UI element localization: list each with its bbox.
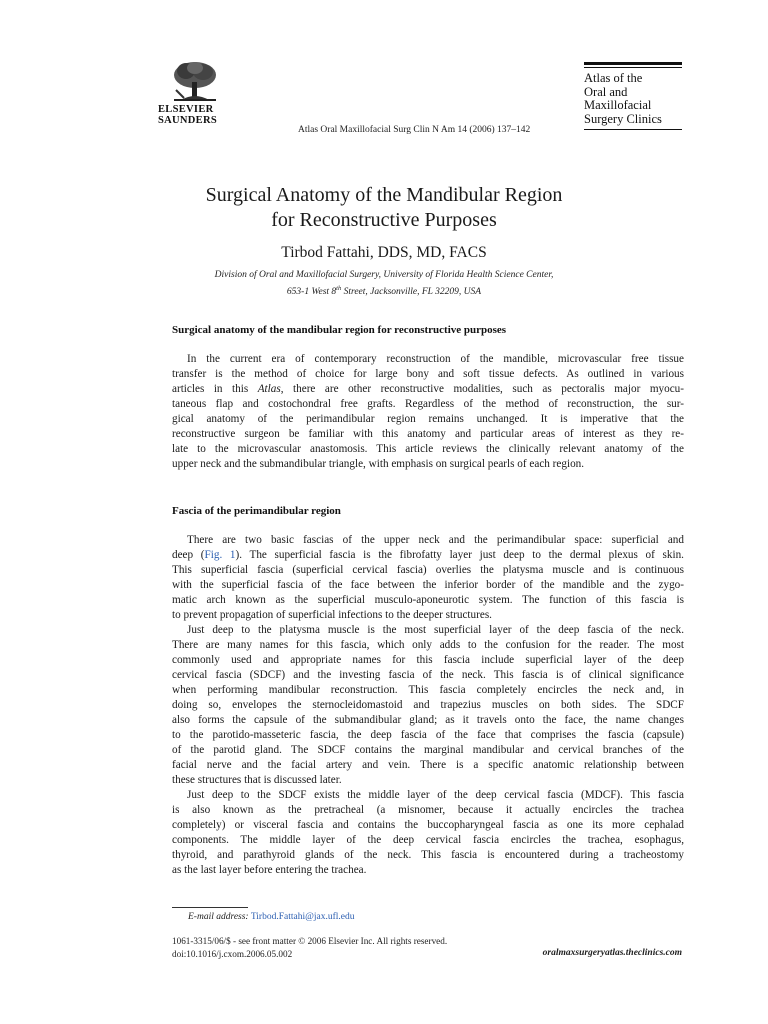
elsevier-tree-icon (172, 60, 218, 102)
text-line: articles in this Atlas, there are other reconstructive modalities, such as pectoralis major myocu- (172, 383, 684, 395)
text-line: is also known as the pretracheal (a misnomer, because it actually encircles the trachea (172, 804, 684, 816)
text-line: This superficial fascia (superficial cervical fascia) overlies the platysma muscle and is continuous (172, 564, 684, 576)
journal-title-box (584, 62, 682, 130)
text-line: thyroid, and parathyroid glands of the neck. This fascia is encountered during a tracheostomy (172, 849, 684, 861)
copyright-line: 1061-3315/06/$ - see front matter © 2006 Elsevier Inc. All rights reserved. (172, 936, 448, 946)
publisher-logo (158, 60, 232, 126)
journal-title-line: Oral and (584, 84, 628, 99)
text-line: to prevent propagation of superficial infections to the deeper structures. (172, 609, 492, 621)
text-line: cervical fascia (SDCF) and the investing fascia of the neck. This fascia is of clinical significance (172, 669, 684, 681)
text-line: facial nerve and the facial artery and vein. There is a specific anatomic relationship between (172, 759, 684, 771)
text-line: commonly used and appropriate names for this fascia include superficial layer of the deep (172, 654, 684, 666)
journal-citation: Atlas Oral Maxillofacial Surg Clin N Am 14 (2006) 137–142 (298, 125, 531, 135)
author-email-footnote (188, 912, 354, 922)
text-line: There are two basic fascias of the upper neck and the perimandibular space: superficial and (187, 534, 684, 546)
text-line: with the superficial fascia of the face between the inferior border of the mandible and the zygo- (172, 579, 684, 591)
publisher-imprint: SAUNDERS (158, 115, 217, 126)
text-line: gical anatomy of the perimandibular region remains unchanged. It is imperative that the (172, 413, 684, 425)
affiliation-line: 653-1 West 8th Street, Jacksonville, FL 32209, USA (286, 285, 482, 298)
journal-title-line: Surgery Clinics (584, 111, 662, 126)
text-line: Just deep to the platysma muscle is the most superficial layer of the deep fascia of the neck. (187, 624, 684, 636)
text-line: deep (Fig. 1). The superficial fascia is the fibrofatty layer just deep to the dermal plexus of skin. (172, 549, 684, 561)
text-line: There are many names for this fascia, which only adds to the confusion for the reader. The most (172, 639, 684, 651)
text-line: as the last layer before entering the trachea. (172, 864, 367, 876)
text-line: also forms the capsule of the submandibular gland; as it travels onto the face, the name changes (172, 714, 684, 726)
section-heading: Surgical anatomy of the mandibular region for reconstructive purposes (172, 324, 507, 336)
journal-title-line: Atlas of the (584, 71, 643, 85)
journal-website[interactable]: oralmaxsurgeryatlas.theclinics.com (542, 948, 682, 958)
text-line: In the current era of contemporary reconstruction of the mandible, microvascular free tissue (187, 353, 684, 365)
text-line: reconstructive surgeon be familiar with this anatomy and particular areas of interest as they re- (172, 428, 684, 440)
text-line: transfer is the method of choice for large bony and soft tissue defects. As outlined in various (172, 368, 684, 380)
paragraph (172, 533, 684, 623)
email-link[interactable]: Tirbod.Fattahi@jax.ufl.edu (250, 912, 355, 922)
section-heading: Fascia of the perimandibular region (172, 505, 341, 517)
divider (584, 129, 682, 130)
text-line: completely) or visceral fascia and contains the buccopharyngeal fascia as one its more cephalad (172, 819, 684, 831)
author-name: Tirbod Fattahi, DDS, MD, FACS (281, 244, 487, 261)
figure-link[interactable]: Fig. 1 (204, 549, 236, 561)
text-line: to the parotido-masseteric fascia, the deep fascia of the face that comprises the fascia (capsule) (172, 729, 684, 741)
text-line: late to the microvascular anastomosis. This article reviews the clinically relevant anatomy of the (172, 443, 684, 455)
affiliation-line: Division of Oral and Maxillofacial Surgery, University of Florida Health Science Center, (214, 270, 554, 280)
paragraph (172, 788, 684, 878)
publisher-name: ELSEVIER (158, 104, 214, 115)
text-line: of the parotid gland. The SDCF contains the marginal mandibular and cervical branches of the (172, 744, 684, 756)
text-line: components. The middle layer of the deep cervical fascia encircles the trachea, esophagus, (172, 834, 684, 846)
text-line: these structures that is discussed later. (172, 774, 342, 786)
text-line: upper neck and the submandibular triangle, with emphasis on surgical pearls of each region. (172, 458, 585, 470)
article-title (0, 183, 768, 233)
email-label: E-mail address: (188, 912, 249, 922)
copyright-block (172, 935, 447, 961)
text-line: doing so, envelopes the sternocleidomastoid and trapezius muscles on both sides. The SDCF (172, 699, 684, 711)
text-line: matic arch known as the superficial musculo-aponeurotic system. The function of this fascia is (172, 594, 684, 606)
footnote-divider (172, 907, 248, 908)
paragraph (172, 623, 684, 788)
journal-name-italic: Atlas (257, 383, 281, 395)
article-title-line: for Reconstructive Purposes (271, 209, 497, 231)
text-line: when performing mandibular reconstruction. This fascia completely encircles the neck and, in (172, 684, 684, 696)
doi-line: doi:10.1016/j.cxom.2006.05.002 (172, 949, 293, 959)
article-title-line: Surgical Anatomy of the Mandibular Region (205, 184, 563, 206)
journal-title-line: Maxillofacial (584, 98, 652, 112)
text-line: taneous flap and costochondral free grafts. Regardless of the method of reconstruction, the sur- (172, 398, 684, 410)
affiliation (0, 269, 768, 299)
text-line: Just deep to the SDCF exists the middle layer of the deep cervical fascia (MDCF). This fascia (187, 789, 684, 801)
paragraph (172, 352, 684, 472)
